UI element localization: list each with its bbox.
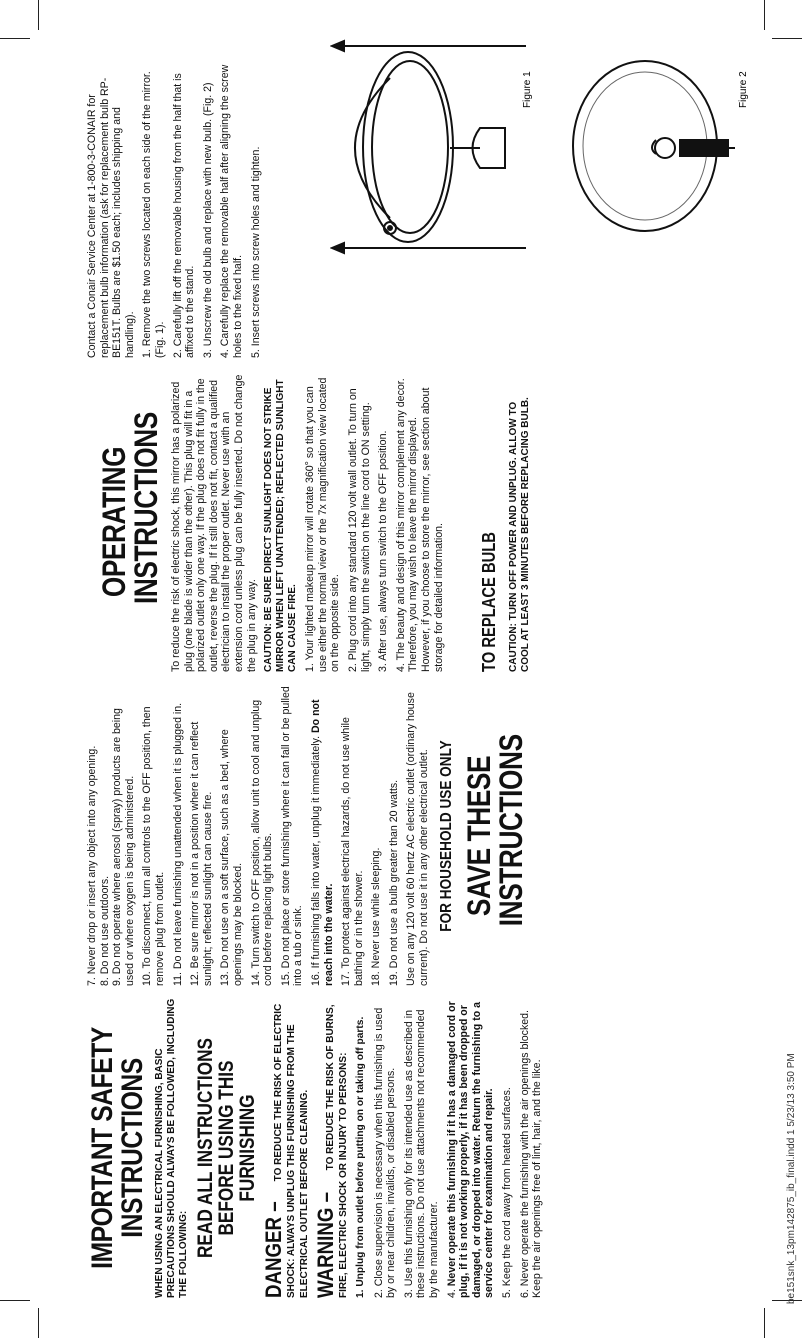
safety-item-4: [446, 998, 496, 1298]
safety-item-16-warning: Do not reach into the water.: [309, 699, 335, 986]
operating-column: [98, 372, 537, 672]
danger-word: DANGER –: [261, 1201, 286, 1298]
figure-2-illustration: [560, 48, 750, 238]
safety-item-2: 2. Close supervision is necessary when this furnishing is used by or near children, invalids, or disabled persons.: [372, 1007, 398, 1298]
replace-step-3: 3. Unscrew the old bulb and replace with new bulb. (Fig. 2): [201, 82, 214, 358]
safety-item-1: 1. Unplug from outlet before putting on or taking off parts.: [355, 1016, 366, 1298]
polarized-plug-text: To reduce the risk of electric shock, this mirror has a polarized plug (one blade is wider than the other). This plug will fit in a polarized outlet only one way. If the plug does not fit fully in the outlet, reverse the plug. If it still does not fit, contact a qualified electrician to install the proper outlet. Never use with an extension cord unless plug can be fully inserted. Do not change the plug in any way.: [170, 374, 258, 672]
operating-step-4: 4. The beauty and design of this mirror complement any decor. Therefore, you may wish to leave the mirror displayed. However, if you choose to store the mirror, see section about storage for detailed information.: [394, 378, 445, 672]
operating-step-3: 3. After use, always turn switch to the OFF position.: [377, 430, 390, 672]
operating-step-1: 1. Your lighted makeup mirror will rotate 360° so that you can use either the normal view or the 7x magnification view located on the opposite side.: [304, 377, 342, 672]
safety-item-8: 8. Do not use outdoors.: [98, 875, 111, 986]
safety-item-4-text: Never operate this furnishing if it has a damaged cord or plug, if it is not working properly, if it has been dropped or damaged, or dropped into water. Return the furnishing to a service center for examination and repair.: [445, 1001, 496, 1298]
safety-item-19: 19. Do not use a bulb greater than 20 watts.: [387, 779, 400, 986]
operating-title: OPERATING INSTRUCTIONS: [96, 412, 164, 604]
save-instructions-heading: SAVE THESE INSTRUCTIONS: [461, 734, 530, 927]
safety-item-9: 9. Do not operate where aerosol (spray) products are being used or where oxygen is being administered.: [111, 708, 136, 986]
safety-title: IMPORTANT SAFETY INSTRUCTIONS: [86, 1027, 149, 1269]
figure-1-illustration: [330, 38, 540, 258]
safety-item-4-number: 4.: [445, 1286, 458, 1298]
safety-item-17: 17. To protect against electrical hazards, do not use while bathing or in the shower.: [340, 717, 365, 986]
replace-step-1: 1. Remove the two screws located on each side of the mirror. (Fig. 1).: [141, 71, 166, 358]
safety-item-11: 11. Do not leave furnishing unattended when it is plugged in.: [171, 702, 184, 986]
safety-item-13: 13. Do not use on a soft surface, such as a bed, where openings may be blocked.: [219, 729, 244, 986]
safety-item-5: 5. Keep the cord away from heated surfaces.: [500, 1087, 513, 1298]
safety-item-16: [310, 686, 335, 986]
replace-bulb-column: [86, 58, 267, 358]
replace-step-4: 4. Carefully replace the removable half after aligning the screw holes to the fixed half.: [219, 64, 244, 358]
safety-item-7: 7. Never drop or insert any object into any opening.: [86, 745, 98, 986]
safety-item-15: 15. Do not place or store furnishing where it can fall or be pulled into a tub or sink.: [279, 686, 305, 986]
outlet-note: Use on any 120 volt 60 hertz AC electric outlet (ordinary house current). Do not use it in any other electrical outlet.: [405, 692, 431, 986]
safety-item-12: 12. Be sure mirror is not in a position where it can reflect sunlight; reflected sunlight can cause fire.: [189, 721, 214, 986]
replace-step-5: 5. Insert screws into screw holes and tighten.: [249, 146, 262, 358]
figure-2-caption: Figure 2: [738, 71, 749, 108]
safety-item-18: 18. Never use while sleeping.: [370, 847, 383, 986]
print-slug: be151snk_13pm142875_ib_final.indd 1 5/23/13 3:50 PM: [786, 1053, 797, 1304]
sunlight-caution: CAUTION: BE SURE DIRECT SUNLIGHT DOES NOT STRIKE MIRROR WHEN LEFT UNATTENDED; REFLECTED SUNLIGHT CAN CAUSE FIRE.: [263, 379, 299, 672]
safety-item-14: 14. Turn switch to OFF position, allow unit to cool and unplug cord before replacing light bulbs.: [249, 699, 275, 986]
danger-text: TO REDUCE THE RISK OF ELECTRIC SHOCK: ALWAYS UNPLUG THIS FURNISHING FROM THE ELECTRICAL OUTLET BEFORE CLEANING.: [273, 1003, 310, 1298]
warning-block: [313, 998, 350, 1298]
warning-text: TO REDUCE THE RISK OF BURNS, FIRE, ELECTRIC SHOCK OR INJURY TO PERSONS:: [325, 1004, 349, 1298]
replace-bulb-caution: CAUTION: TURN OFF POWER AND UNPLUG. ALLOW TO COOL AT LEAST 3 MINUTES BEFORE REPLACING BULB.: [508, 397, 532, 672]
safety-item-10: 10. To disconnect, turn all controls to the OFF position, then remove plug from outlet.: [141, 706, 166, 986]
safety-column: [88, 998, 549, 1298]
warning-word: WARNING –: [313, 1192, 338, 1298]
safety-item-3: 3. Use this furnishing only for its intended use as described in these instructions. Do not use attachments not recommended by the manufacturer.: [402, 1009, 440, 1298]
operating-step-2: 2. Plug cord into any standard 120 volt wall outlet. To turn on light, simply turn the switch on the line cord to ON setting.: [346, 388, 372, 672]
replace-bulb-heading: TO REPLACE BULB: [479, 532, 500, 672]
safety-item-6: 6. Never operate the furnishing with the air openings blocked. Keep the air openings free of lint, hair, and the like.: [518, 1010, 544, 1298]
service-contact: Contact a Conair Service Center at 1-800-3-CONAIR for replacement bulb information (ask for replacement bulb RP-BE151T. Bulbs are $1.50 each; includes shipping and handling).: [86, 77, 136, 358]
figure-1-caption: Figure 1: [522, 71, 533, 108]
danger-block: [261, 998, 311, 1298]
safety-continued-column: [86, 686, 530, 986]
safety-item-16-text: 16. If furnishing falls into water, unplug it immediately.: [309, 732, 322, 986]
safety-intro: WHEN USING AN ELECTRICAL FURNISHING, BASIC PRECAUTIONS SHOULD ALWAYS BE FOLLOWED, INCLUDING THE FOLLOWING:: [154, 998, 189, 1298]
household-use-heading: FOR HOUSEHOLD USE ONLY: [437, 740, 455, 932]
replace-step-2: 2. Carefully lift off the removable housing from the half that is affixed to the stand.: [171, 73, 197, 358]
read-all-heading: READ ALL INSTRUCTIONS BEFORE USING THIS FURNISHING: [194, 1037, 259, 1259]
